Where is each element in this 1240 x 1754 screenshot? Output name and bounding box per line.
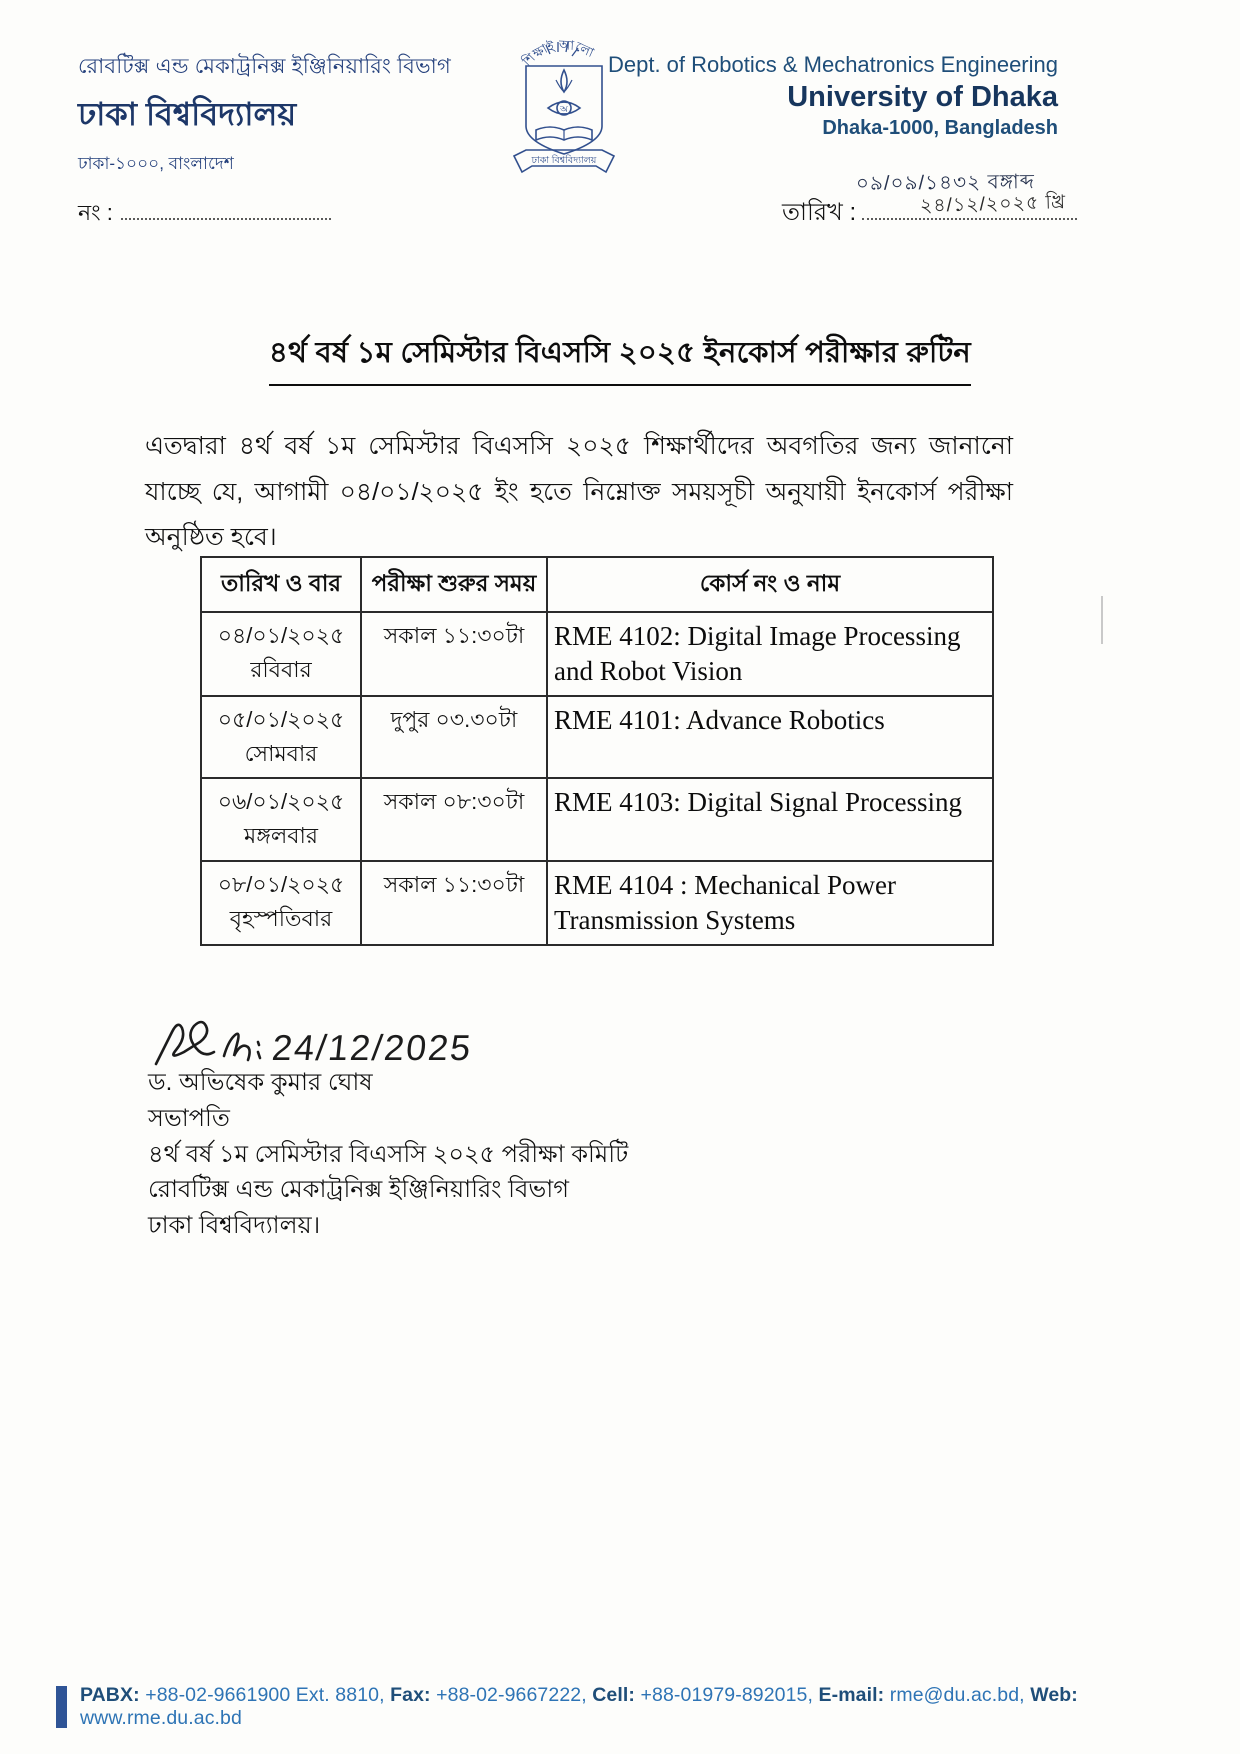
date-label: তারিখ :	[782, 199, 857, 226]
reference-number-line	[78, 196, 331, 233]
table-row	[201, 778, 993, 860]
notice-title: ৪র্থ বর্ষ ১ম সেমিস্টার বিএসসি ২০২৫ ইনকোর্স পরীক্ষার রুটিন	[269, 330, 971, 386]
exam-course: RME 4102: Digital Image Processing and Robot Vision	[547, 612, 993, 696]
header-left-bengali	[78, 50, 451, 179]
table-row	[201, 612, 993, 696]
footer-label-pabx: PABX:	[79, 1684, 140, 1706]
seal-banner-text: ঢাকা বিশ্ববিদ্যালয়	[531, 155, 597, 166]
exam-day: রবিবার	[250, 657, 312, 683]
signatory-committee: ৪র্থ বর্ষ ১ম সেমিস্টার বিএসসি ২০২৫ পরীক্ষা কমিটি	[148, 1140, 629, 1168]
address-en: Dhaka-1000, Bangladesh	[822, 117, 1058, 139]
handwritten-date-value: ২৪/১২/২০২৫ খ্রি	[919, 192, 1067, 217]
university-name-bn: ঢাকা বিশ্ববিদ্যালয়	[78, 96, 297, 132]
footer-value-pabx: +88-02-9661900 Ext. 8810,	[139, 1684, 391, 1706]
department-name-en: Dept. of Robotics & Mechatronics Engineering	[607, 52, 1058, 77]
exam-course: RME 4104 : Mechanical Power Transmission Systems	[547, 861, 993, 945]
footer-contact-line	[80, 1684, 1240, 1730]
footer-label-fax: Fax:	[390, 1684, 431, 1706]
signatory-designation: সভাপতি	[148, 1104, 230, 1132]
footer	[0, 1684, 1240, 1730]
exam-date: ০৬/০১/২০২৫	[217, 789, 345, 815]
column-header-date-day: তারিখ ও বার	[201, 557, 361, 612]
table-row	[201, 861, 993, 945]
exam-course: RME 4103: Digital Signal Processing	[547, 778, 993, 860]
footer-label-web: Web:	[1030, 1684, 1078, 1706]
reference-number-dotted-line	[121, 196, 331, 220]
seal-motto-text: শিক্ষাই আলো	[519, 37, 597, 69]
signatory-department: রোবটিক্স এন্ড মেকাট্রনিক্স ইঞ্জিনিয়ারিং বিভাগ	[148, 1176, 569, 1204]
exam-date: ০৫/০১/২০২৫	[217, 707, 345, 733]
exam-course: RME 4101: Advance Robotics	[547, 696, 993, 778]
exam-day: বৃহস্পতিবার	[229, 905, 333, 931]
exam-time: সকাল ১১:৩০টা	[361, 861, 547, 945]
exam-time: দুপুর ০৩.৩০টা	[361, 696, 547, 778]
exam-date: ০৪/০১/২০২৫	[217, 623, 345, 648]
date-line	[782, 192, 1077, 234]
exam-date: ০৮/০১/২০২৫	[217, 871, 345, 897]
notice-body-paragraph: এতদ্বারা ৪র্থ বর্ষ ১ম সেমিস্টার বিএসসি ২০২৫ শিক্ষার্থীদের অবগতির জন্য জানানো যাচ্ছে যে, আগামী ০৪/০১/২০২৫ ইং হতে নিম্নোক্ত সময়সূচী অনুযায়ী ইনকোর্স পরীক্ষা অনুষ্ঠিত হবে।	[145, 432, 1013, 551]
signatory-block	[148, 1066, 628, 1245]
notice-title-wrap	[0, 330, 1240, 386]
footer-value-fax: +88-02-9667222,	[430, 1684, 593, 1706]
signatory-name: ড. অভিষেক কুমার ঘোষ	[148, 1069, 373, 1096]
exam-time: সকাল ১১:৩০টা	[361, 612, 547, 696]
column-header-course: কোর্স নং ও নাম	[547, 557, 993, 612]
table-row	[201, 696, 993, 778]
department-name-bn: রোবটিক্স এন্ড মেকাট্রনিক্স ইঞ্জিনিয়ারিং বিভাগ	[78, 55, 451, 78]
footer-label-email: E-mail:	[818, 1684, 885, 1706]
date-dotted-line	[862, 192, 1077, 220]
signature-date: 24/12/2025	[270, 1027, 475, 1068]
exam-day: সোমবার	[244, 741, 318, 767]
footer-value-cell: +88-01979-892015,	[635, 1684, 819, 1706]
scan-artifact-line	[1101, 596, 1103, 644]
signatory-university: ঢাকা বিশ্ববিদ্যালয়।	[148, 1212, 321, 1240]
university-name-en: University of Dhaka	[787, 81, 1058, 113]
reference-number-label: নং :	[78, 200, 113, 225]
footer-value-email: rme@du.ac.bd,	[884, 1684, 1031, 1706]
table-header-row	[201, 557, 993, 612]
exam-schedule-table	[200, 556, 994, 946]
column-header-start-time: পরীক্ষা শুরুর সময়	[361, 557, 547, 612]
footer-accent-bar	[56, 1686, 67, 1728]
address-bn: ঢাকা-১০০০, বাংলাদেশ	[78, 154, 234, 173]
footer-value-web: www.rme.du.ac.bd	[79, 1684, 1084, 1729]
exam-time: সকাল ০৮:৩০টা	[361, 778, 547, 860]
handwritten-bangla-year: ০৯/০৯/১৪৩২ বঙ্গাব্দ	[856, 171, 1036, 195]
exam-day: মঙ্গলবার	[244, 823, 318, 849]
signature-scribble	[156, 1022, 260, 1064]
footer-label-cell: Cell:	[592, 1684, 636, 1706]
header-right-english	[608, 52, 1058, 140]
seal-eye-character: অ	[560, 104, 568, 114]
